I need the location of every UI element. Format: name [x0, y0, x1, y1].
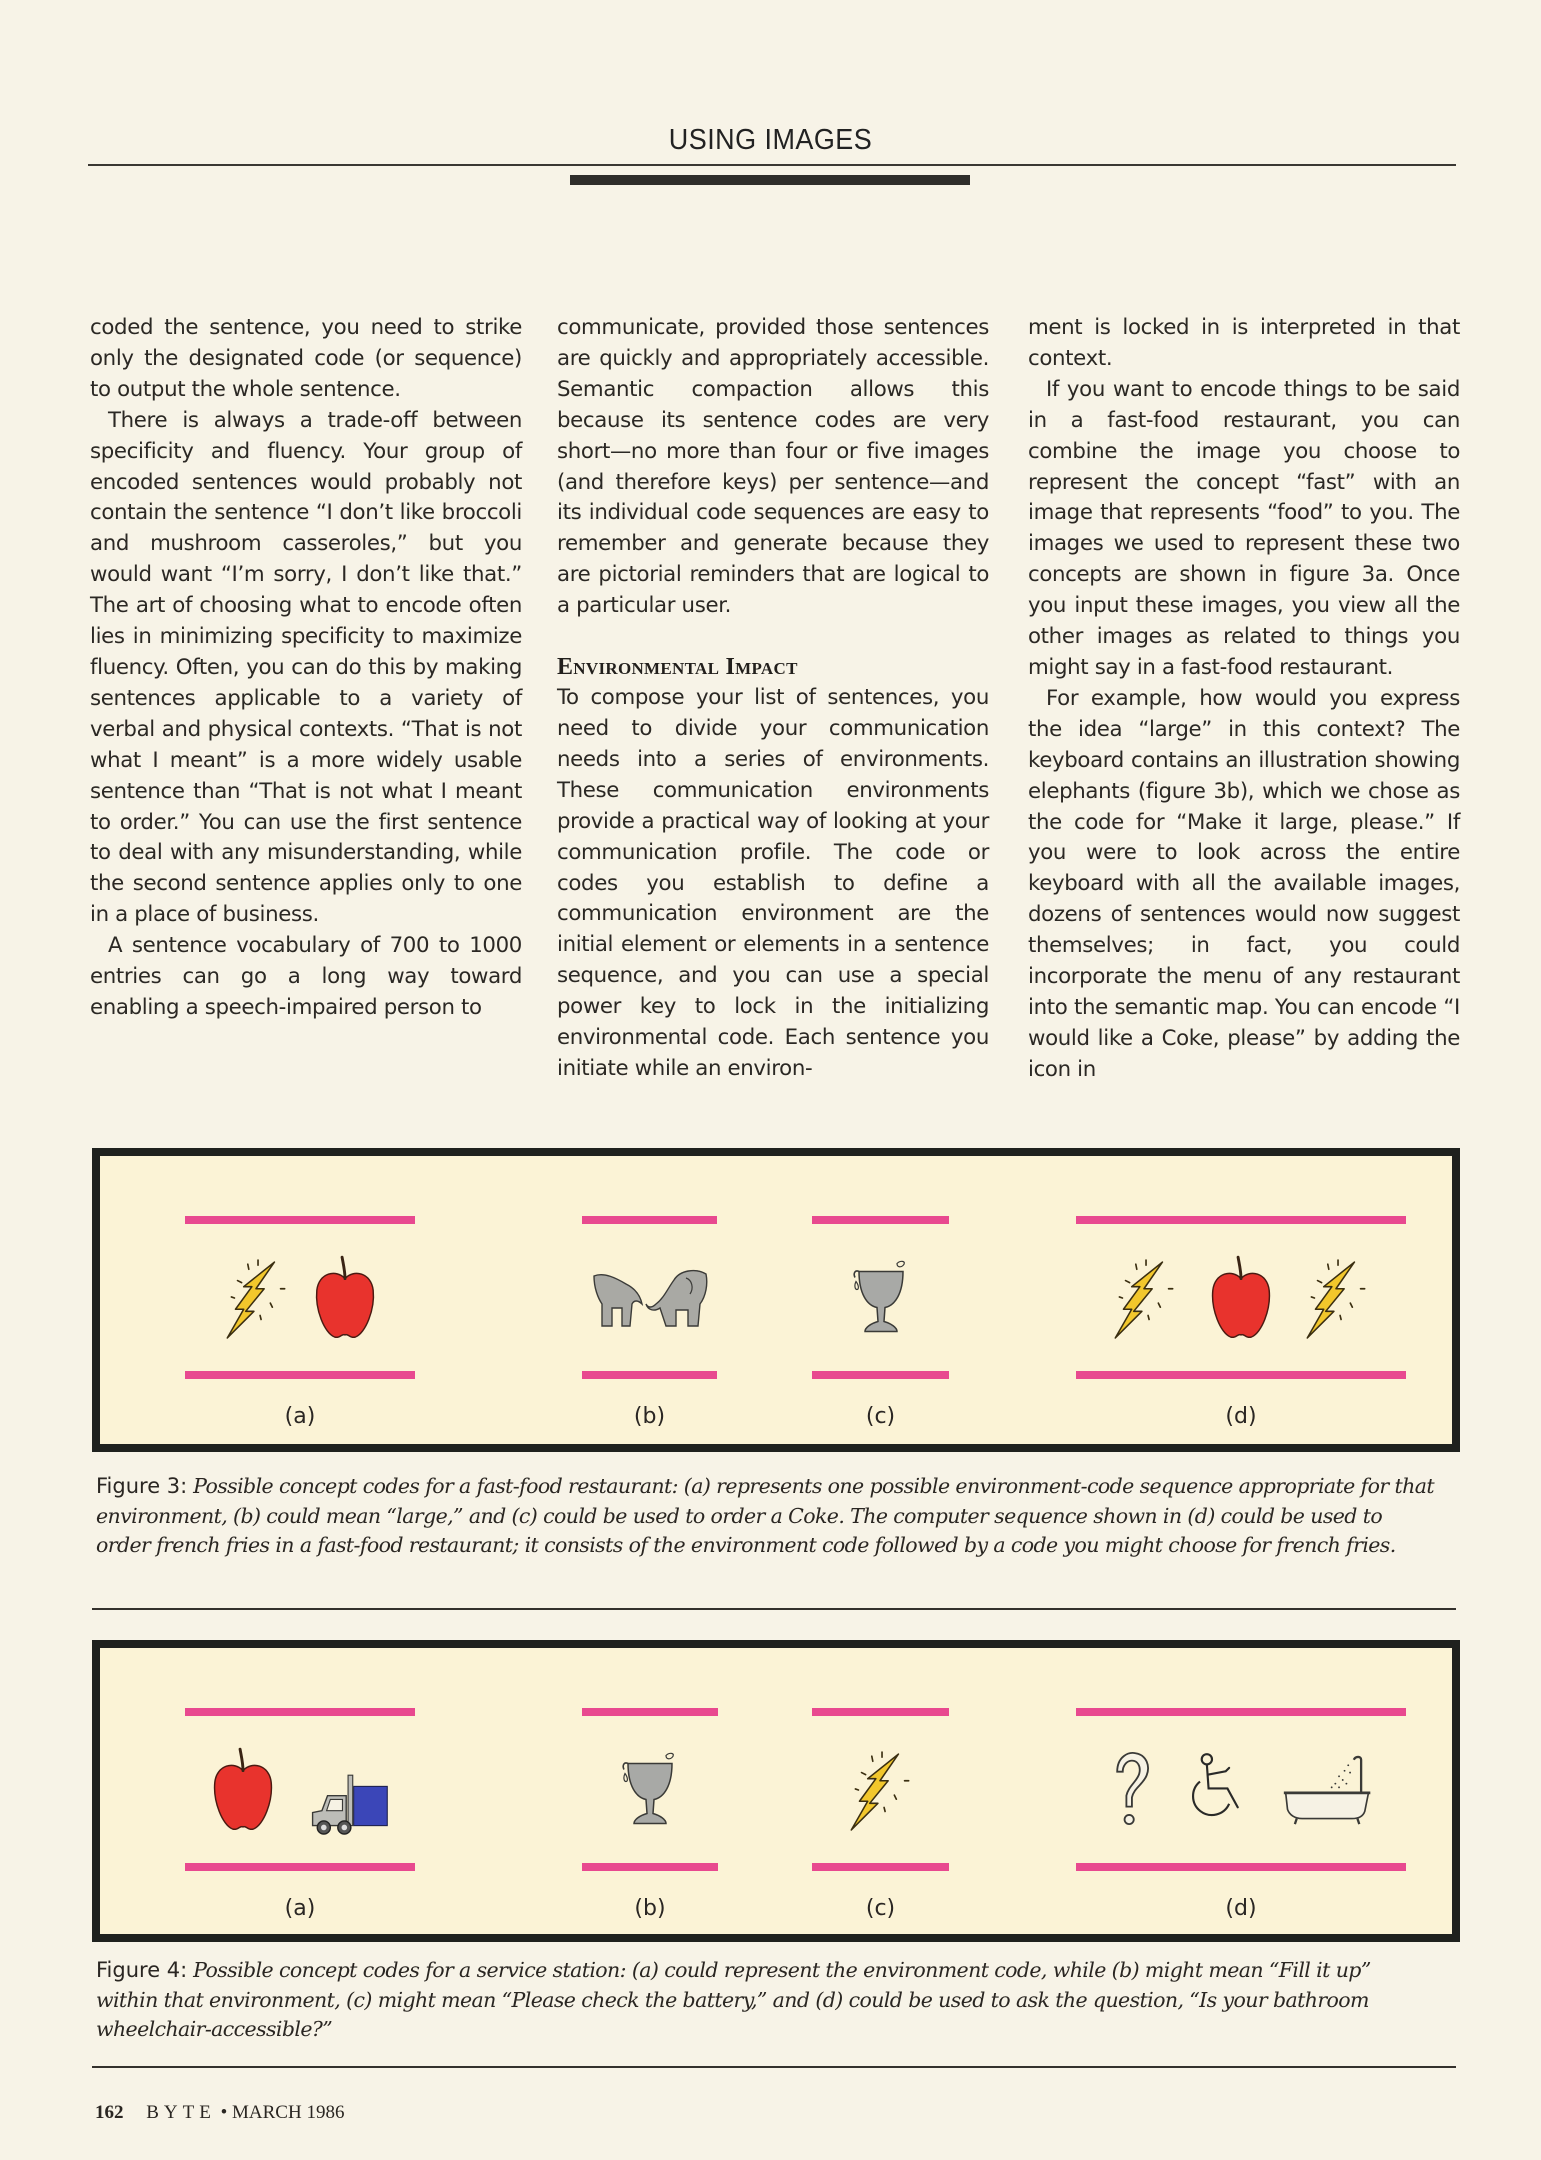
panel-label: (a): [284, 1896, 316, 1921]
figure-4-panel-a: [185, 1648, 415, 1934]
paragraph: There is always a trade-off between specificity and fluency. Your group of encoded sentences would probably not contain the sentence “I don’t like broccoli and mushroom casseroles,” but you would want “I’m sorry, I don’t like that.” The art of choosing what to encode often lies in minimizing specificity to maximize fluency. Often, you can do this by making sentences applicable to a variety of verbal and physical contexts. “That is not what I meant” is a more widely usable sentence than “That is not what I meant to order.” You can use the first sentence to deal with any misunderstanding, while the second sentence applies only to one in a place of business.: [90, 407, 522, 928]
goblet-icon: [620, 1749, 680, 1834]
figure-4: [92, 1640, 1460, 1942]
caption-rule: [92, 1608, 1456, 1610]
lightning-icon: [1109, 1258, 1181, 1340]
accent-bar: [1076, 1863, 1406, 1871]
goblet-icon: [851, 1257, 911, 1342]
elephants-icon: [590, 1264, 710, 1334]
page-footer: [95, 2102, 344, 2124]
paragraph: To compose your list of sentences, you need to divide your communication needs into a series of environments. These communication environments provide a practical way of looking at your communication profile. The code or codes you establish to define a communication environment are the initial element or elements in a sentence sequence, and you can use a special power key to lock in the initializing environmental code. Each sentence you initiate while an environ-: [557, 685, 989, 1081]
panel-label: (a): [284, 1404, 316, 1429]
paragraph: For example, how would you express the idea “large” in this context? The keyboard contains an illustration showing elephants (figure 3b), which we chose as the code for “Make it large, please.” If you were to look across the entire keyboard with all the available images, dozens of sentences would now suggest themselves; in fact, you could incorporate the menu of any restaurant into the semantic map. You can encode “I would like a Coke, please” by adding the icon in: [1028, 685, 1460, 1082]
figure-4-caption: [96, 1956, 1436, 2045]
accent-bar: [812, 1708, 949, 1716]
paragraph: ment is locked in is interpreted in that context.: [1028, 315, 1460, 371]
page-number: 162: [95, 2102, 124, 2123]
question-mark-icon: [1108, 1749, 1154, 1833]
figure-3-caption: [96, 1472, 1436, 1561]
panel-label: (d): [1225, 1896, 1257, 1921]
accent-bar: [582, 1708, 718, 1716]
section-heading: Environmental Impact: [557, 654, 798, 681]
accent-bar: [1076, 1216, 1406, 1224]
figure-3-panel-d: [1076, 1156, 1406, 1444]
panel-label: (b): [634, 1896, 666, 1921]
header-rule: [88, 164, 1456, 166]
figure-4-panel-c: [812, 1648, 949, 1934]
apple-icon: [311, 1254, 379, 1344]
lightning-icon: [1301, 1258, 1373, 1340]
panel-label: (c): [865, 1896, 896, 1921]
accent-bar: [582, 1371, 717, 1379]
lightning-icon: [221, 1258, 293, 1340]
panel-label: (b): [633, 1404, 666, 1429]
lightning-icon: [845, 1750, 917, 1832]
accent-bar: [185, 1216, 415, 1224]
caption-text: Possible concept codes for a service station: (a) could represent the environment code, while (b) might mean “Fill it up” within that environment, (c) might mean “Please check the battery,” and (d) could be used to ask the question, “Is your bathroom wheelchair-accessible?”: [96, 1958, 1371, 2041]
panel-label: (c): [865, 1404, 896, 1429]
paragraph: communicate, provided those sentences are quickly and appropriately accessible. Semantic compaction allows this because its sentence codes are very short—no more than four or five images (and therefore keys) per sentence—and its individual code sequences are easy to remember and generate because they are pictorial reminders that are logical to a particular user.: [557, 315, 989, 619]
wheelchair-icon: [1188, 1751, 1248, 1831]
figure-4-panel-d: [1076, 1648, 1406, 1934]
footer-separator: •: [220, 2102, 228, 2123]
figure-3-panel-a: [185, 1156, 415, 1444]
accent-bar: [582, 1863, 718, 1871]
bathtub-icon: [1282, 1754, 1374, 1828]
figure-3-panel-c: [812, 1156, 949, 1444]
paragraph: coded the sentence, you need to strike only the designated code (or sequence) to output the whole sentence.: [90, 315, 522, 402]
paragraph: If you want to encode things to be said in a fast-food restaurant, you can combine the image you choose to represent the concept “fast” with an image that represents “food” to you. The images we used to represent these two concepts are shown in figure 3a. Once you input these images, you view all the other images as related to things you might say in a fast-food restaurant.: [1028, 376, 1460, 680]
truck-icon: [307, 1773, 391, 1839]
accent-bar: [812, 1863, 949, 1871]
caption-rule: [92, 2066, 1456, 2068]
caption-text: Possible concept codes for a fast-food restaurant: (a) represents one possible environment-code sequence appropriate for that environment, (b) could mean “large,” and (c) could be used to order a Coke. The computer sequence shown in (d) could be used to order french fries in a fast-food restaurant; it consists of the environment code followed by a code you might choose for french fries.: [96, 1474, 1434, 1557]
magazine-name: BYTE: [146, 2102, 216, 2123]
header-bar: [570, 175, 970, 185]
accent-bar: [185, 1863, 415, 1871]
text-column-1: [90, 313, 522, 1024]
accent-bar: [812, 1371, 949, 1379]
running-head: USING IMAGES: [668, 124, 873, 156]
text-column-3: [1028, 313, 1460, 1086]
accent-bar: [582, 1216, 717, 1224]
accent-bar: [185, 1371, 415, 1379]
figure-3: [92, 1148, 1460, 1452]
figure-4-panel-b: [582, 1648, 718, 1934]
issue-date: MARCH 1986: [232, 2102, 345, 2123]
paragraph: A sentence vocabulary of 700 to 1000 entries can go a long way toward enabling a speech-impaired person to: [90, 933, 522, 1020]
apple-icon: [1207, 1254, 1275, 1344]
accent-bar: [185, 1708, 415, 1716]
panel-label: (d): [1225, 1404, 1257, 1429]
text-column-2: [557, 313, 989, 1085]
caption-label: Figure 3:: [96, 1474, 188, 1498]
accent-bar: [1076, 1371, 1406, 1379]
figure-3-panel-b: [582, 1156, 717, 1444]
apple-icon: [209, 1746, 277, 1836]
accent-bar: [812, 1216, 949, 1224]
caption-label: Figure 4:: [96, 1958, 188, 1982]
accent-bar: [1076, 1708, 1406, 1716]
